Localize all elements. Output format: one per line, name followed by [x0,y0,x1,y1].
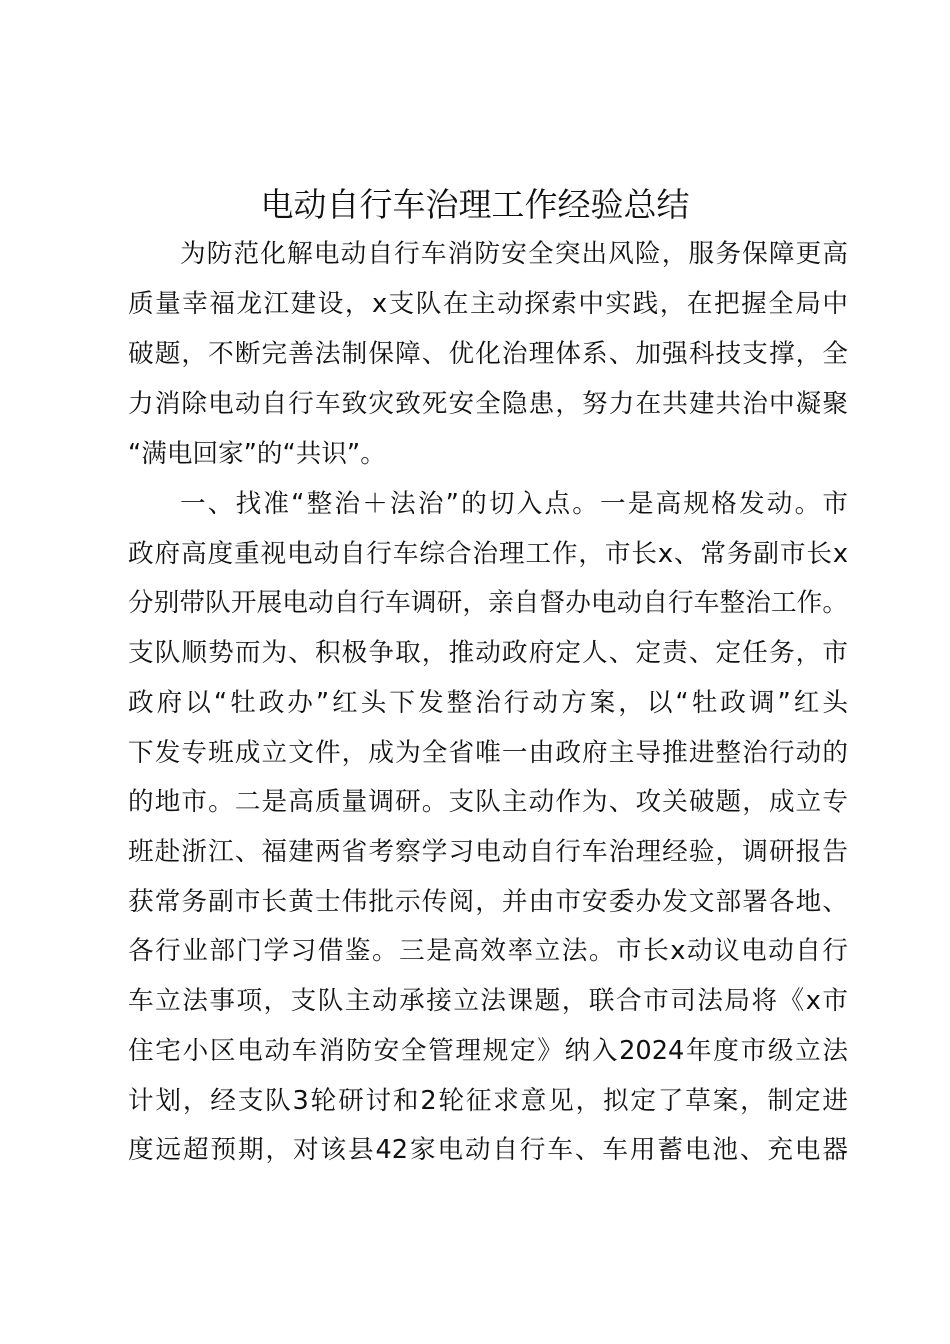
paragraph-1-line-4: 力消除电动自行车致灾致死安全隐患，努力在共建共治中凝聚 [128,389,848,419]
paragraph-2-line-11: 车立法事项，支队主动承接立法课题，联合市司法局将《x市 [128,986,848,1016]
paragraph-1-line-2: 质量幸福龙江建设，x支队在主动探索中实践，在把握全局中 [128,289,848,319]
paragraph-2-line-12: 住宅小区电动车消防安全管理规定》纳入2024年度市级立法 [128,1036,848,1066]
paragraph-2-line-2: 政府高度重视电动自行车综合治理工作，市长x、常务副市长x [128,539,848,569]
paragraph-2-line-1: 一、找准“整治＋法治”的切入点。一是高规格发动。市 [180,489,848,519]
paragraph-1-line-1: 为防范化解电动自行车消防安全突出风险，服务保障更高 [180,239,848,269]
paragraph-1-line-3: 破题，不断完善法制保障、优化治理体系、加强科技支撑，全 [128,339,848,369]
paragraph-2-line-6: 下发专班成立文件，成为全省唯一由政府主导推进整治行动的 [128,738,848,768]
paragraph-2-line-10: 各行业部门学习借鉴。三是高效率立法。市长x动议电动自行 [128,936,848,966]
paragraph-2-line-5: 政府以“牡政办”红头下发整治行动方案，以“牡政调”红头 [128,688,848,718]
document-title: 电动自行车治理工作经验总结 [260,185,690,224]
paragraph-2-line-3: 分别带队开展电动自行车调研，亲自督办电动自行车整治工作。 [128,588,848,618]
paragraph-2-line-13: 计划，经支队3轮研讨和2轮征求意见，拟定了草案，制定进 [128,1086,848,1116]
paragraph-2-line-8: 班赴浙江、福建两省考察学习电动自行车治理经验，调研报告 [128,837,848,867]
paragraph-1-line-5: “满电回家”的“共识”。 [128,439,386,469]
paragraph-2-line-14: 度远超预期，对该县42家电动自行车、车用蓄电池、充电器 [128,1135,848,1165]
paragraph-2-line-7: 的地市。二是高质量调研。支队主动作为、攻关破题，成立专 [128,787,848,817]
paragraph-2-line-9: 获常务副市长黄士伟批示传阅，并由市安委办发文部署各地、 [128,887,848,917]
paragraph-2-line-4: 支队顺势而为、积极争取，推动政府定人、定责、定任务，市 [128,638,848,668]
